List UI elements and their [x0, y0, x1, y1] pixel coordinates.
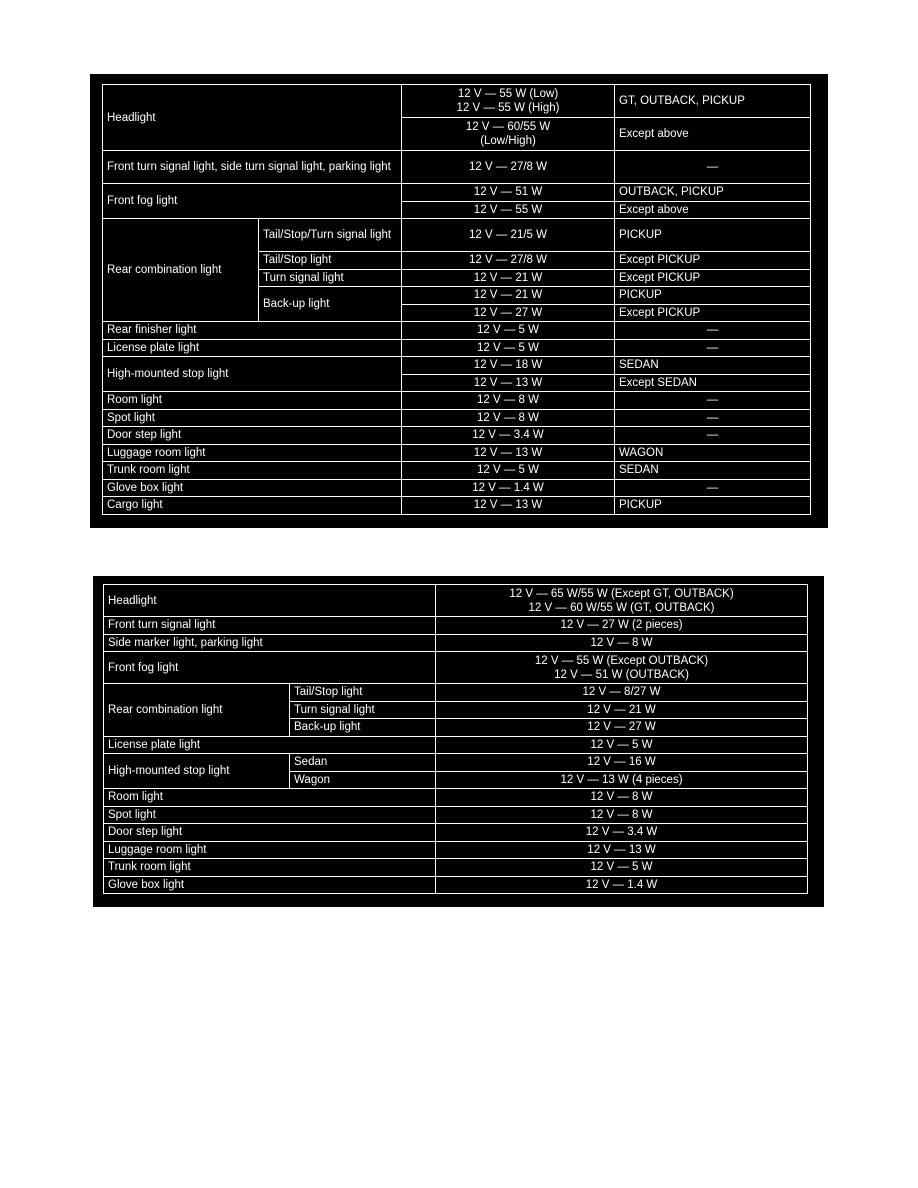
spec-cell: 12 V — 27 W: [436, 719, 808, 737]
sub-item-tail-stop: Tail/Stop light: [259, 252, 402, 270]
item-license-plate: License plate light: [104, 736, 436, 754]
item-high-mounted-stop: High-mounted stop light: [103, 357, 402, 392]
spec-cell: 12 V — 8 W: [436, 634, 808, 652]
spec-cell: 12 V — 21 W: [402, 269, 615, 287]
spec-cell: 12 V — 8 W: [436, 789, 808, 807]
sub-item-turn-signal: Turn signal light: [259, 269, 402, 287]
item-door-step: Door step light: [103, 427, 402, 445]
item-luggage-room: Luggage room light: [103, 444, 402, 462]
item-door-step: Door step light: [104, 824, 436, 842]
spec-cell: 12 V — 51 W: [402, 184, 615, 202]
sub-item-turn-signal: Turn signal light: [290, 701, 436, 719]
note-cell: SEDAN: [615, 357, 811, 375]
item-headlight: Headlight: [103, 85, 402, 151]
bulb-spec-panel-1: [90, 74, 828, 528]
item-side-marker: Side marker light, parking light: [104, 634, 436, 652]
spec-cell: 12 V — 55 W: [402, 201, 615, 219]
item-high-mounted-stop: High-mounted stop light: [104, 754, 290, 789]
spec-cell: 12 V — 65 W/55 W (Except GT, OUTBACK) 12 V — 60 W/55 W (GT, OUTBACK): [436, 585, 808, 617]
spec-cell: 12 V — 13 W: [436, 841, 808, 859]
sub-item-wagon: Wagon: [290, 771, 436, 789]
note-cell: —: [615, 151, 811, 184]
item-front-fog: Front fog light: [104, 652, 436, 684]
item-luggage-room: Luggage room light: [104, 841, 436, 859]
note-cell: Except above: [615, 118, 811, 151]
note-cell: Except above: [615, 201, 811, 219]
item-rear-combination: Rear combination light: [103, 219, 259, 322]
spec-cell: 12 V — 5 W: [402, 322, 615, 340]
note-cell: PICKUP: [615, 287, 811, 305]
sub-item-sedan: Sedan: [290, 754, 436, 772]
bulb-spec-table-2: [103, 584, 808, 894]
note-cell: PICKUP: [615, 497, 811, 515]
sub-item-back-up: Back-up light: [290, 719, 436, 737]
item-cargo-light: Cargo light: [103, 497, 402, 515]
sub-item-tail-stop-turn: Tail/Stop/Turn signal light: [259, 219, 402, 252]
spec-cell: 12 V — 13 W (4 pieces): [436, 771, 808, 789]
note-cell: Except PICKUP: [615, 252, 811, 270]
spec-cell: 12 V — 27 W: [402, 304, 615, 322]
spec-cell: 12 V — 55 W (Low) 12 V — 55 W (High): [402, 85, 615, 118]
note-cell: —: [615, 427, 811, 445]
spec-cell: 12 V — 8 W: [402, 409, 615, 427]
spec-cell: 12 V — 13 W: [402, 444, 615, 462]
note-cell: PICKUP: [615, 219, 811, 252]
spec-cell: 12 V — 1.4 W: [402, 479, 615, 497]
spec-cell: 12 V — 60/55 W (Low/High): [402, 118, 615, 151]
spec-cell: 12 V — 13 W: [402, 497, 615, 515]
note-cell: SEDAN: [615, 462, 811, 480]
note-cell: —: [615, 409, 811, 427]
item-spot-light: Spot light: [104, 806, 436, 824]
spec-cell: 12 V — 21 W: [402, 287, 615, 305]
note-cell: OUTBACK, PICKUP: [615, 184, 811, 202]
item-front-turn-signal: Front turn signal light: [104, 617, 436, 635]
bulb-spec-panel-2: [93, 576, 824, 907]
item-spot-light: Spot light: [103, 409, 402, 427]
spec-cell: 12 V — 27/8 W: [402, 252, 615, 270]
item-rear-finisher: Rear finisher light: [103, 322, 402, 340]
note-cell: —: [615, 392, 811, 410]
item-room-light: Room light: [103, 392, 402, 410]
spec-cell: 12 V — 8 W: [436, 806, 808, 824]
spec-cell: 12 V — 5 W: [402, 462, 615, 480]
spec-cell: 12 V — 13 W: [402, 374, 615, 392]
item-glove-box: Glove box light: [104, 876, 436, 894]
note-cell: GT, OUTBACK, PICKUP: [615, 85, 811, 118]
spec-cell: 12 V — 1.4 W: [436, 876, 808, 894]
spec-cell: 12 V — 3.4 W: [402, 427, 615, 445]
note-cell: —: [615, 339, 811, 357]
spec-cell: 12 V — 27 W (2 pieces): [436, 617, 808, 635]
spec-cell: 12 V — 3.4 W: [436, 824, 808, 842]
spec-cell: 12 V — 5 W: [436, 736, 808, 754]
spec-cell: 12 V — 21 W: [436, 701, 808, 719]
spec-cell: 12 V — 18 W: [402, 357, 615, 375]
note-cell: Except PICKUP: [615, 269, 811, 287]
note-cell: Except SEDAN: [615, 374, 811, 392]
sub-item-tail-stop: Tail/Stop light: [290, 684, 436, 702]
item-license-plate: License plate light: [103, 339, 402, 357]
item-front-turn-signal: Front turn signal light, side turn signal light, parking light: [103, 151, 402, 184]
item-headlight: Headlight: [104, 585, 436, 617]
item-room-light: Room light: [104, 789, 436, 807]
spec-cell: 12 V — 8 W: [402, 392, 615, 410]
item-rear-combination: Rear combination light: [104, 684, 290, 737]
spec-cell: 12 V — 21/5 W: [402, 219, 615, 252]
spec-cell: 12 V — 27/8 W: [402, 151, 615, 184]
spec-cell: 12 V — 16 W: [436, 754, 808, 772]
note-cell: —: [615, 479, 811, 497]
item-trunk-room: Trunk room light: [103, 462, 402, 480]
item-trunk-room: Trunk room light: [104, 859, 436, 877]
spec-cell: 12 V — 55 W (Except OUTBACK) 12 V — 51 W (OUTBACK): [436, 652, 808, 684]
sub-item-back-up: Back-up light: [259, 287, 402, 322]
note-cell: Except PICKUP: [615, 304, 811, 322]
spec-cell: 12 V — 5 W: [402, 339, 615, 357]
spec-cell: 12 V — 5 W: [436, 859, 808, 877]
note-cell: —: [615, 322, 811, 340]
item-front-fog: Front fog light: [103, 184, 402, 219]
bulb-spec-table-1: [102, 84, 811, 515]
spec-cell: 12 V — 8/27 W: [436, 684, 808, 702]
item-glove-box: Glove box light: [103, 479, 402, 497]
note-cell: WAGON: [615, 444, 811, 462]
